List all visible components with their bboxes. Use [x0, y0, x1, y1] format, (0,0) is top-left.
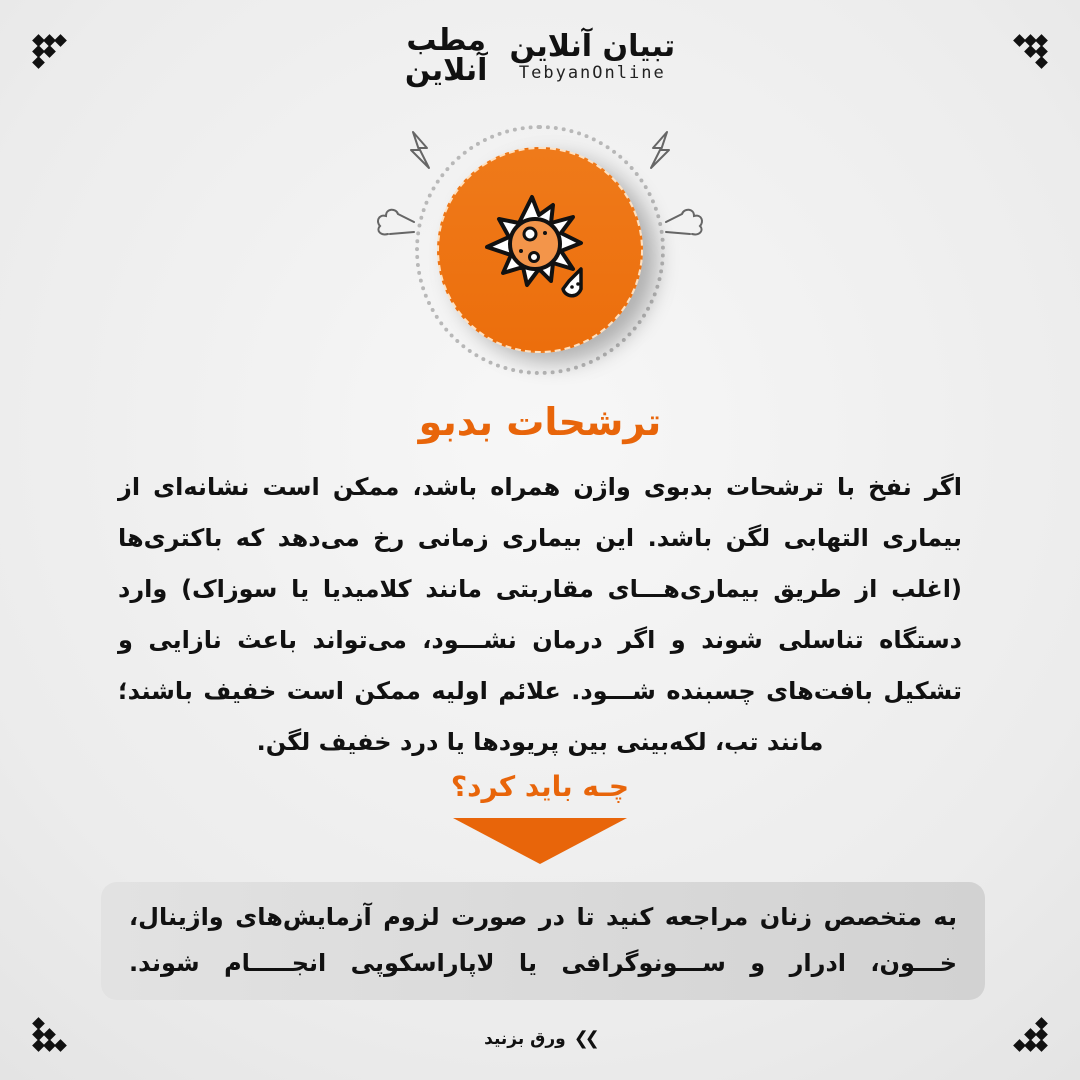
matab-logo-line2: آنلاین: [404, 53, 488, 88]
advice-box: به متخصص زنان مراجعه کنید تا در صورت لزوم آزمایش‌های واژینال، خـــون، ادرار و ســـونوگرافی یا لاپاراسکوپی انجـــــام شوند.: [101, 882, 985, 1000]
tebyan-online-logo: [509, 30, 675, 83]
matab-online-logo: [404, 23, 488, 88]
section-subtitle: چـه باید کرد؟: [450, 770, 630, 803]
brand-logos: [0, 23, 1080, 88]
tebyan-logo-fa: تبیان آنلاین: [509, 28, 676, 64]
arrow-down-icon: [453, 818, 627, 864]
lightning-icon: [405, 130, 435, 170]
page-title: ترشحات بدبو: [418, 400, 662, 444]
hero-badge: [437, 147, 643, 353]
swipe-hint-label: ورق بزنید: [484, 1028, 566, 1049]
smell-cloud-icon: [374, 204, 416, 240]
matab-logo-line1: مطب: [406, 23, 486, 58]
lightning-icon: [645, 130, 675, 170]
tebyan-logo-en: TebyanOnline: [518, 62, 666, 83]
swipe-hint[interactable]: [0, 1028, 1080, 1049]
bacteria-icon: [477, 189, 607, 319]
body-paragraph: اگر نفخ با ترشحات بدبوی واژن همراه باشد، ممکن است نشانه‌ای از بیماری التهابی لگن باشد. این بیماری زمانی رخ می‌دهد که باکتری‌ها (اغلب از طریق بیماری‌هـــای مقاربتی مانند کلامیدیا یا سوزاک) وارد دستگاه تناسلی شوند و اگر درمان نشـــود، می‌تواند باعث نازایی و تشکیل بافت‌های چسبنده شـــود. علائم اولیه ممکن است خفیف باشند؛ مانند تب، لکه‌بینی بین پریودها یا درد خفیف لگن.: [118, 473, 962, 756]
smell-cloud-icon: [664, 204, 706, 240]
double-chevron-left-icon: ❯❯: [573, 1028, 596, 1049]
